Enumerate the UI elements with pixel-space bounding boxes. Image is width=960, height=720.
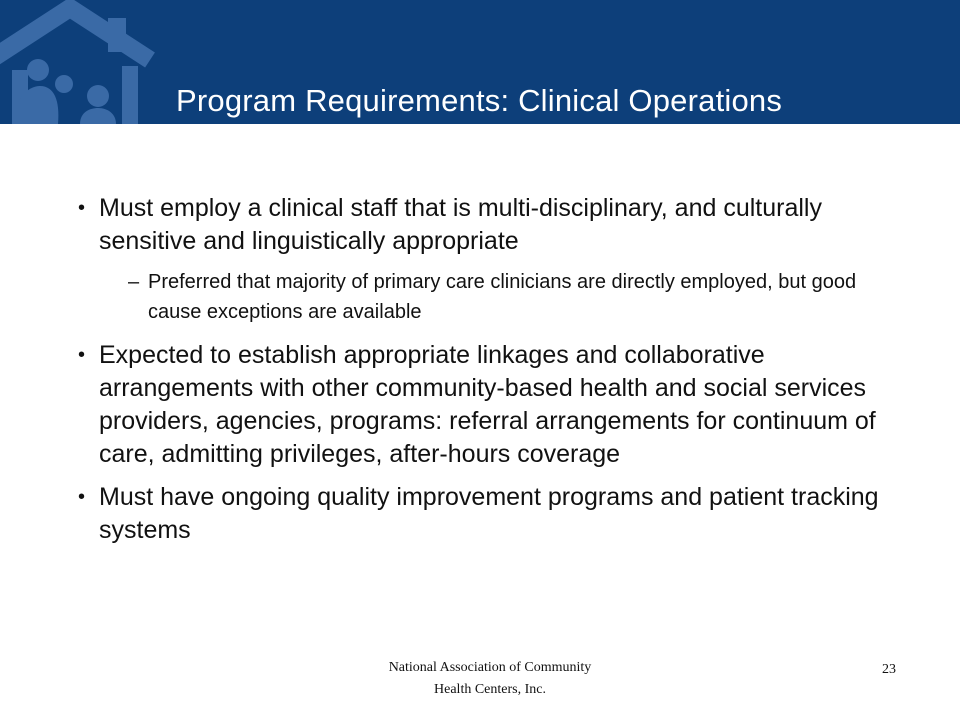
bullet-item: [78, 192, 898, 258]
footer-organization: National Association of Community Health Centers, Inc.: [388, 660, 592, 697]
bullet-list: [78, 192, 898, 547]
bullet-text: Must employ a clinical staff that is multi-disciplinary, and culturally sensitive and linguistically appropriate: [99, 194, 822, 255]
bullet-item: [78, 481, 898, 547]
bullet-text: Must have ongoing quality improvement programs and patient tracking systems: [99, 483, 879, 544]
bullet-marker: •: [78, 486, 86, 508]
sub-bullet-item: [78, 267, 898, 327]
bullet-item: [78, 339, 898, 471]
bullet-marker: •: [78, 344, 86, 366]
bullet-text: Expected to establish appropriate linkages and collaborative arrangements with other community-based health and social services providers, agencies, programs: referral arrangements for continuum of care, admitting privileges, after-hours coverage: [99, 341, 876, 468]
sub-bullet-text: Preferred that majority of primary care clinicians are directly employed, but good cause exceptions are available: [148, 271, 857, 323]
page-number: 23: [882, 662, 896, 677]
bullet-marker: •: [78, 197, 86, 219]
sub-bullet-marker: –: [128, 271, 140, 293]
house-people-logo-icon: [0, 0, 190, 124]
header-band: [0, 0, 960, 124]
slide-title: Program Requirements: Clinical Operations: [176, 83, 783, 118]
